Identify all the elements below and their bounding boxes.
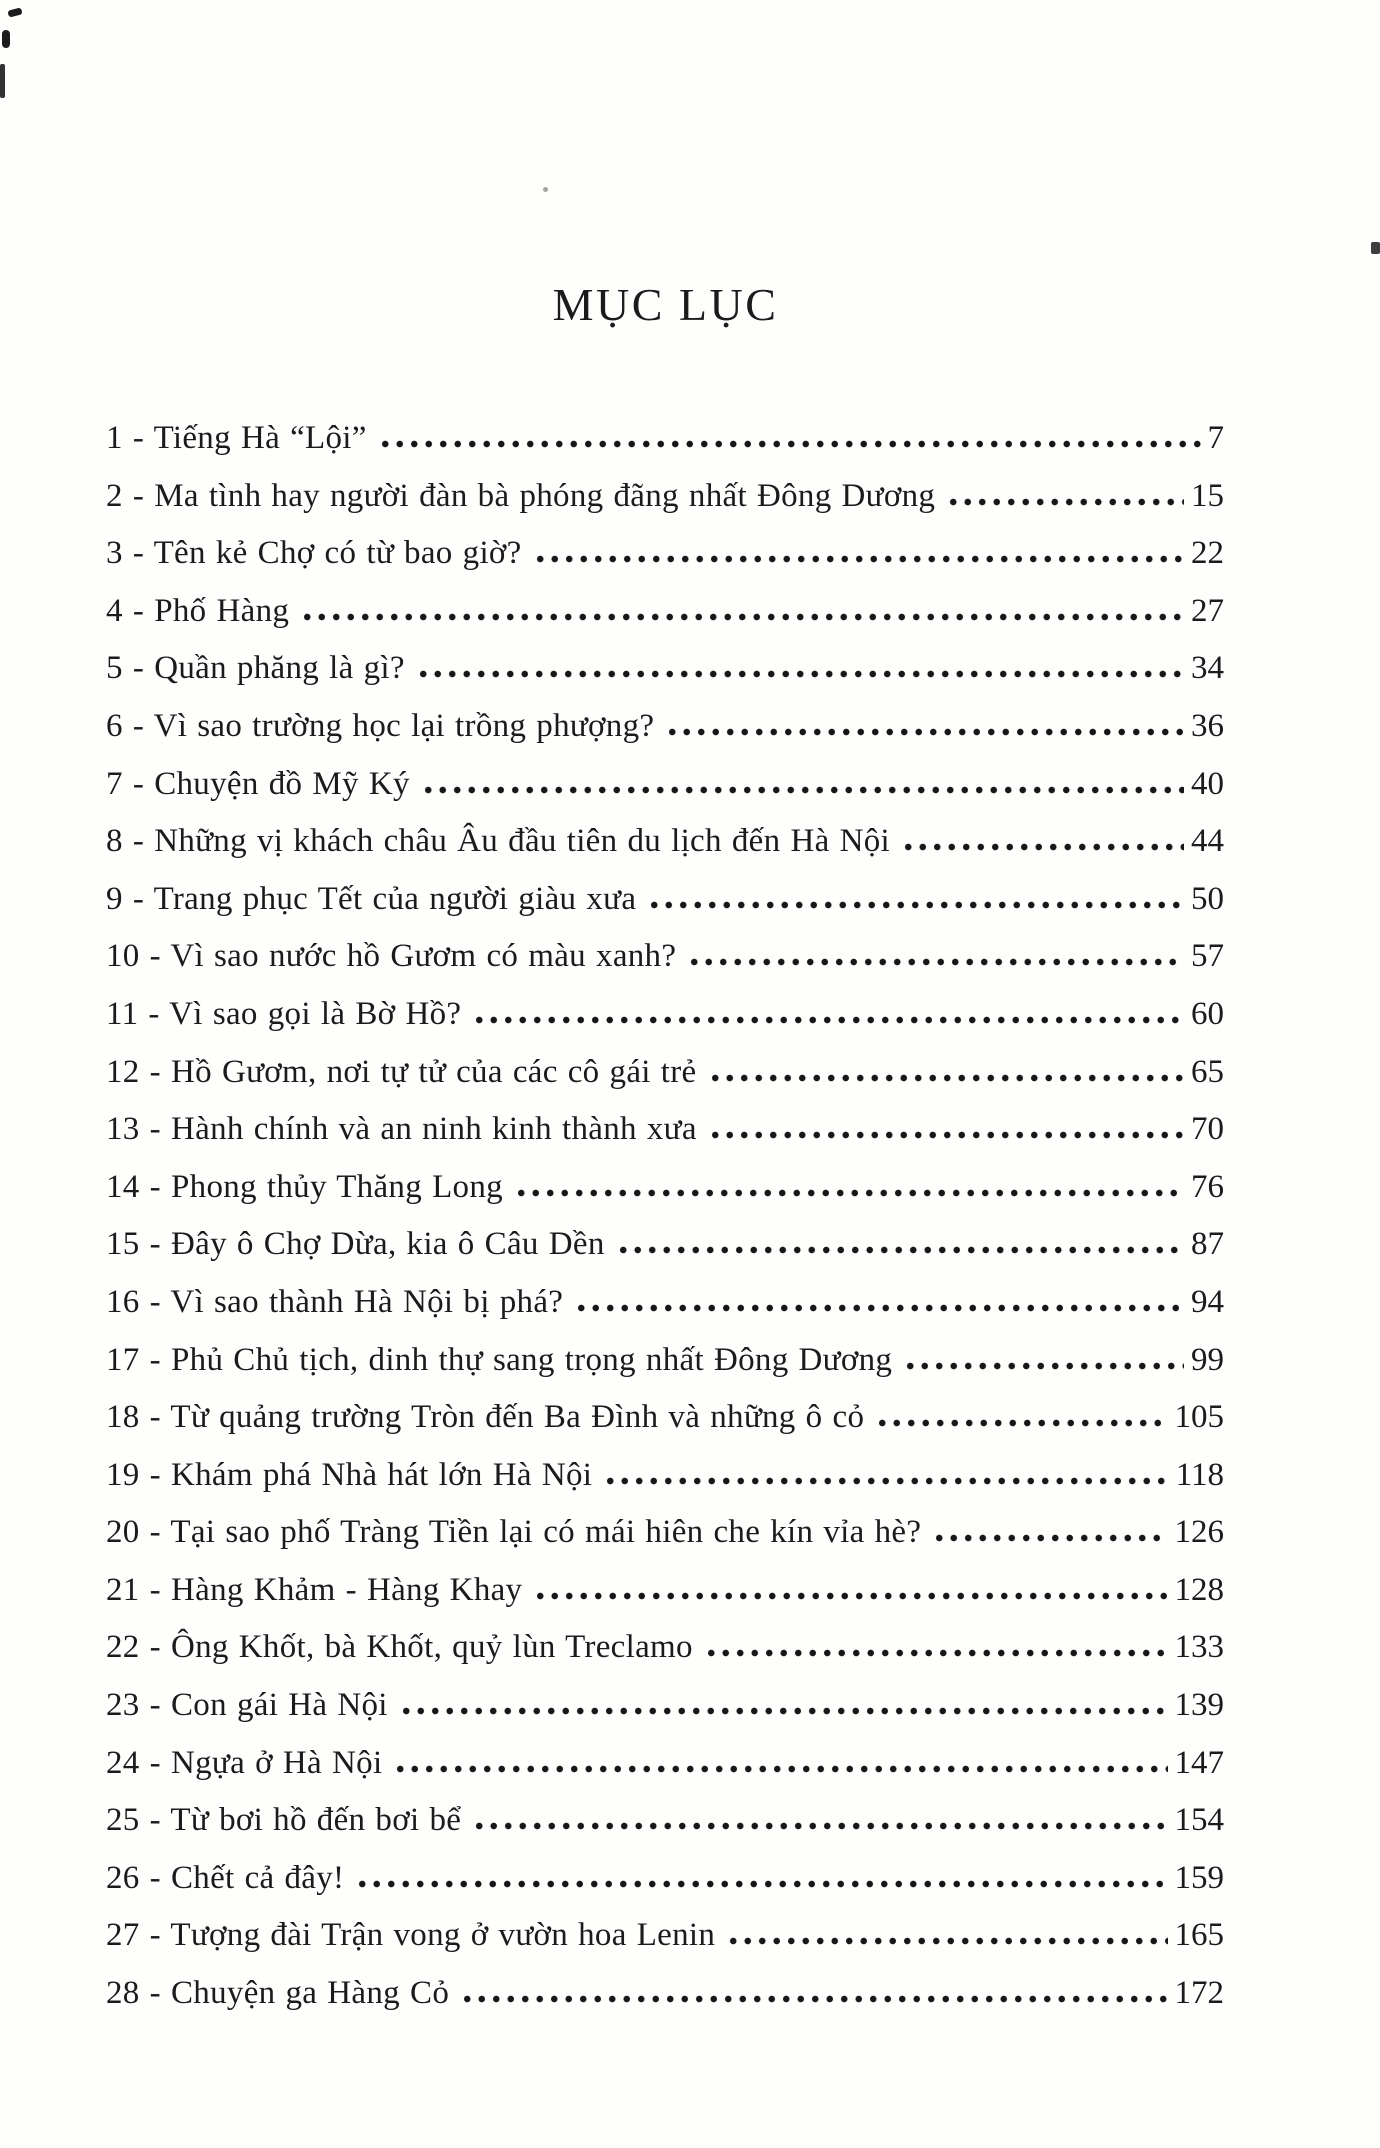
scan-artifact bbox=[2, 30, 10, 48]
toc-page-number: 105 bbox=[1174, 1399, 1224, 1436]
toc-entry-label: 6 - Vì sao trường học lại trồng phượng? bbox=[106, 707, 655, 744]
toc-entry-label: 15 - Đây ô Chợ Dừa, kia ô Câu Dền bbox=[106, 1226, 605, 1263]
toc-entry bbox=[106, 1677, 1224, 1735]
toc-page-number: 15 bbox=[1191, 477, 1224, 514]
toc-page-number: 94 bbox=[1191, 1283, 1224, 1320]
dot-leader bbox=[399, 1707, 1168, 1715]
toc-entry bbox=[106, 1159, 1224, 1217]
dot-leader bbox=[533, 555, 1184, 563]
toc-entry bbox=[106, 698, 1224, 756]
toc-entry bbox=[106, 1735, 1224, 1793]
toc-page-number: 36 bbox=[1191, 707, 1224, 744]
scan-artifact bbox=[7, 7, 22, 17]
toc-entry-label: 16 - Vì sao thành Hà Nội bị phá? bbox=[106, 1283, 564, 1320]
toc-page-number: 22 bbox=[1191, 535, 1224, 572]
toc-entry bbox=[106, 1274, 1224, 1332]
toc-entry-label: 25 - Từ bơi hồ đến bơi bể bbox=[106, 1802, 462, 1839]
toc-page-number: 139 bbox=[1174, 1687, 1224, 1724]
toc-entry bbox=[106, 1101, 1224, 1159]
toc-entry bbox=[106, 1332, 1224, 1390]
toc-page-number: 118 bbox=[1175, 1456, 1224, 1493]
toc-page-number: 133 bbox=[1174, 1629, 1224, 1666]
toc-entry bbox=[106, 1447, 1224, 1505]
dot-leader bbox=[574, 1304, 1184, 1312]
scan-artifact bbox=[1371, 242, 1380, 254]
toc-page-number: 44 bbox=[1191, 823, 1224, 860]
toc-page-number: 159 bbox=[1174, 1859, 1224, 1896]
toc-entry bbox=[106, 1965, 1224, 2023]
toc-page-number: 126 bbox=[1174, 1514, 1224, 1551]
dot-leader bbox=[393, 1765, 1167, 1773]
toc-entry-label: 14 - Phong thủy Thăng Long bbox=[106, 1168, 503, 1205]
toc-entry-label: 10 - Vì sao nước hồ Gươm có màu xanh? bbox=[106, 938, 677, 975]
dot-leader bbox=[875, 1419, 1167, 1427]
toc-page-number: 147 bbox=[1174, 1744, 1224, 1781]
toc-entry bbox=[106, 986, 1224, 1044]
toc-page-number: 57 bbox=[1191, 938, 1224, 975]
dot-leader bbox=[421, 786, 1184, 794]
toc-entry-label: 19 - Khám phá Nhà hát lớn Hà Nội bbox=[106, 1456, 593, 1493]
toc-page-number: 128 bbox=[1174, 1571, 1224, 1608]
toc-page-number: 87 bbox=[1191, 1226, 1224, 1263]
dot-leader bbox=[726, 1937, 1167, 1945]
dot-leader bbox=[708, 1131, 1184, 1139]
toc-entry-label: 4 - Phố Hàng bbox=[106, 592, 290, 629]
dot-leader bbox=[616, 1246, 1184, 1254]
dot-leader bbox=[932, 1534, 1167, 1542]
toc-entry bbox=[106, 525, 1224, 583]
toc-entry-label: 2 - Ma tình hay người đàn bà phóng đãng nhất Đông Dương bbox=[106, 477, 936, 514]
toc-entry bbox=[106, 1216, 1224, 1274]
toc-page-number: 99 bbox=[1191, 1341, 1224, 1378]
toc-page-number: 60 bbox=[1191, 995, 1224, 1032]
toc-entry-label: 3 - Tên kẻ Chợ có từ bao giờ? bbox=[106, 535, 522, 572]
toc-entry bbox=[106, 1504, 1224, 1562]
toc-entry bbox=[106, 583, 1224, 641]
toc-page-number: 70 bbox=[1191, 1111, 1224, 1148]
page-title: MỤC LỤC bbox=[552, 279, 779, 330]
toc-entry-label: 5 - Quần phăng là gì? bbox=[106, 650, 405, 687]
dot-leader bbox=[378, 440, 1201, 448]
toc-page-number: 154 bbox=[1174, 1802, 1224, 1839]
toc-entry bbox=[106, 1850, 1224, 1908]
toc-entry-label: 24 - Ngựa ở Hà Nội bbox=[106, 1744, 383, 1781]
toc-entry-label: 17 - Phủ Chủ tịch, dinh thự sang trọng nhất Đông Dương bbox=[106, 1341, 893, 1378]
scan-artifact bbox=[543, 187, 548, 192]
toc-entry bbox=[106, 468, 1224, 526]
dot-leader bbox=[647, 901, 1184, 909]
dot-leader bbox=[687, 958, 1184, 966]
toc-entry-label: 11 - Vì sao gọi là Bờ Hồ? bbox=[106, 995, 462, 1032]
toc-entry bbox=[106, 813, 1224, 871]
toc-entry-label: 1 - Tiếng Hà “Lội” bbox=[106, 420, 367, 456]
toc-entry-label: 22 - Ông Khốt, bà Khốt, quỷ lùn Treclamo bbox=[106, 1629, 693, 1666]
scan-artifact bbox=[0, 64, 5, 98]
toc-entry bbox=[106, 1907, 1224, 1965]
dot-leader bbox=[903, 1362, 1184, 1370]
toc-page-number: 165 bbox=[1174, 1917, 1224, 1954]
toc-entry-label: 8 - Những vị khách châu Âu đầu tiên du lịch đến Hà Nội bbox=[106, 823, 890, 860]
dot-leader bbox=[533, 1592, 1167, 1600]
toc-page-number: 27 bbox=[1191, 592, 1224, 629]
table-of-contents bbox=[106, 410, 1224, 2023]
dot-leader bbox=[472, 1822, 1167, 1830]
toc-entry bbox=[106, 871, 1224, 929]
dot-leader bbox=[665, 728, 1184, 736]
toc-entry-label: 28 - Chuyện ga Hàng Cỏ bbox=[106, 1975, 450, 2012]
toc-entry-label: 9 - Trang phục Tết của người giàu xưa bbox=[106, 880, 637, 917]
toc-entry-label: 13 - Hành chính và an ninh kinh thành xưa bbox=[106, 1111, 697, 1148]
dot-leader bbox=[603, 1477, 1168, 1485]
toc-entry bbox=[106, 640, 1224, 698]
dot-leader bbox=[946, 498, 1184, 506]
toc-entry-label: 18 - Từ quảng trường Tròn đến Ba Đình và những ô cỏ bbox=[106, 1399, 865, 1436]
toc-entry-label: 21 - Hàng Khảm - Hàng Khay bbox=[106, 1571, 523, 1608]
dot-leader bbox=[460, 1995, 1167, 2003]
toc-entry-label: 7 - Chuyện đồ Mỹ Ký bbox=[106, 765, 410, 802]
toc-entry bbox=[106, 1389, 1224, 1447]
dot-leader bbox=[514, 1189, 1184, 1197]
dot-leader bbox=[416, 670, 1184, 678]
dot-leader bbox=[704, 1649, 1168, 1657]
dot-leader bbox=[355, 1880, 1167, 1888]
toc-entry-label: 27 - Tượng đài Trận vong ở vườn hoa Lenin bbox=[106, 1917, 716, 1954]
dot-leader bbox=[300, 613, 1184, 621]
toc-page-number: 34 bbox=[1191, 650, 1224, 687]
toc-entry-label: 26 - Chết cả đây! bbox=[106, 1859, 345, 1896]
toc-page-number: 50 bbox=[1191, 880, 1224, 917]
dot-leader bbox=[708, 1074, 1185, 1082]
toc-page-number: 76 bbox=[1191, 1168, 1224, 1205]
toc-page-number: 65 bbox=[1191, 1053, 1224, 1090]
toc-entry bbox=[106, 410, 1224, 468]
toc-page-number: 7 bbox=[1207, 420, 1224, 456]
toc-entry bbox=[106, 1044, 1224, 1102]
toc-page-number: 172 bbox=[1174, 1975, 1224, 2012]
toc-entry-label: 12 - Hồ Gươm, nơi tự tử của các cô gái trẻ bbox=[106, 1053, 697, 1090]
toc-entry bbox=[106, 1619, 1224, 1677]
toc-page-number: 40 bbox=[1191, 765, 1224, 802]
toc-entry bbox=[106, 756, 1224, 814]
toc-entry-label: 23 - Con gái Hà Nội bbox=[106, 1687, 388, 1724]
toc-entry-label: 20 - Tại sao phố Tràng Tiền lại có mái hiên che kín vỉa hè? bbox=[106, 1514, 922, 1551]
toc-entry bbox=[106, 1562, 1224, 1620]
toc-entry bbox=[106, 1792, 1224, 1850]
dot-leader bbox=[472, 1016, 1184, 1024]
dot-leader bbox=[901, 843, 1184, 851]
toc-entry bbox=[106, 928, 1224, 986]
